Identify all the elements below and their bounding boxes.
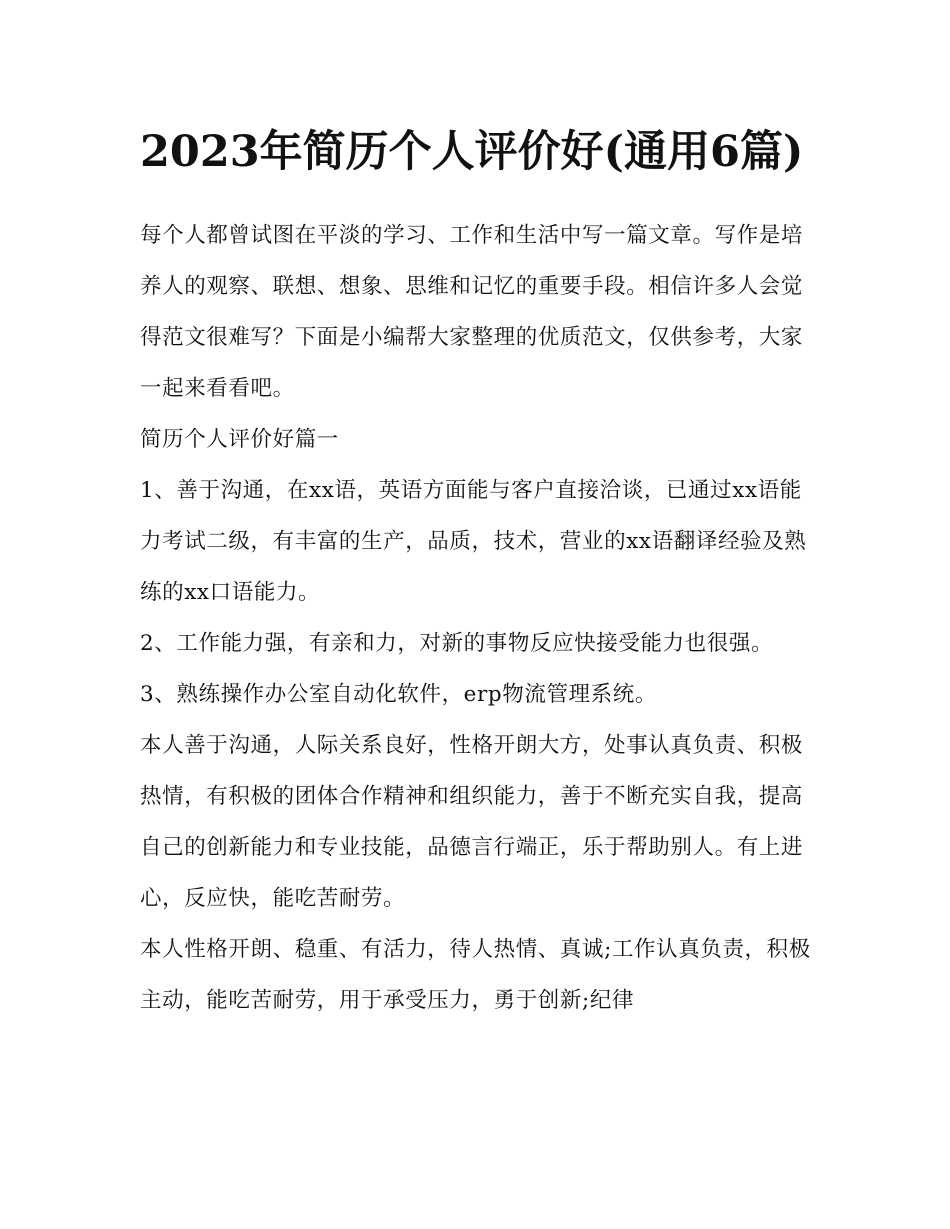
paragraph-2: 2、工作能力强，有亲和力，对新的事物反应快接受能力也很强。 3、熟练操作办公室自动化软件，erp物流管理系统。 [140,631,774,707]
paragraph-4: 本人性格开朗、稳重、有活力，待人热情、真诚;工作认真负责，积极主动，能吃苦耐劳，用于承受压力，勇于创新;纪律 [140,937,811,1013]
document-page [140,118,812,1026]
paragraph-1: 1、善于沟通，在xx语，英语方面能与客户直接洽谈，已通过xx语能力考试二级，有丰富的生产，品质，技术，营业的xx语翻译经验及熟练的xx口语能力。 [140,478,807,605]
document-title: 2023年简历个人评价好(通用6篇) [140,127,804,177]
section-heading: 简历个人评价好篇一 [140,427,339,452]
paragraph-3: 本人善于沟通，人际关系良好，性格开朗大方，处事认真负责、积极热情，有积极的团体合作精神和组织能力，善于不断充实自我，提高自己的创新能力和专业技能，品德言行端正，乐于帮助别人。有上进心，反应快，能吃苦耐劳。 [140,733,804,911]
intro-paragraph: 每个人都曾试图在平淡的学习、工作和生活中写一篇文章。写作是培养人的观察、联想、想象、思维和记忆的重要手段。相信许多人会觉得范文很难写？下面是小编帮大家整理的优质范文，仅供参考，大家一起来看看吧。 [140,223,804,401]
